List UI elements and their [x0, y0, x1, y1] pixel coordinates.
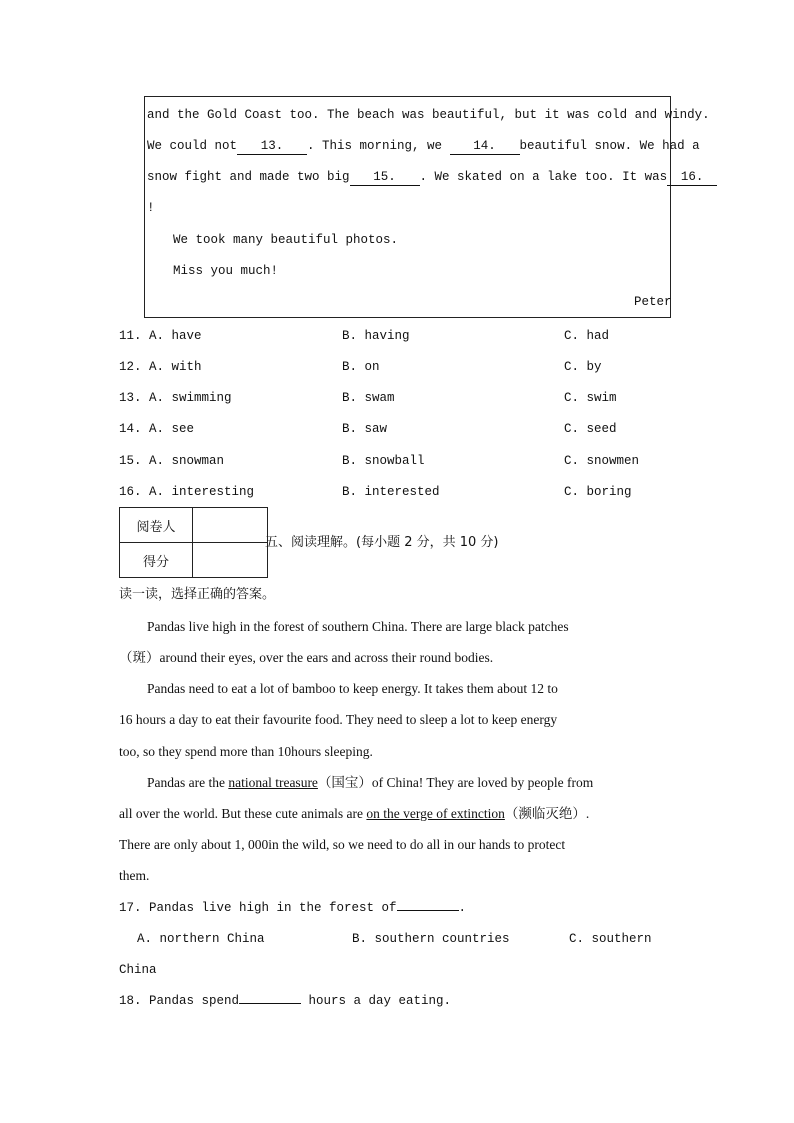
- passage-p2-line1: Pandas need to eat a lot of bamboo to keep energy. It takes them about 12 to: [147, 681, 558, 696]
- letter-line-3: [147, 168, 717, 186]
- letter-box: [144, 96, 671, 318]
- letter-text: snow fight and made two big: [147, 170, 350, 184]
- passage-p3-line3: There are only about 1, 000in the wild, so we need to do all in our hands to protect: [119, 837, 566, 852]
- letter-line-2: [147, 137, 700, 155]
- underlined-term: on the verge of extinction: [366, 806, 505, 821]
- passage-p2-line3: too, so they spend more than 10hours sleeping.: [119, 744, 373, 759]
- option-17-c: C. southern: [569, 932, 652, 946]
- passage-p1-line1: Pandas live high in the forest of southern China. There are large black patches: [147, 619, 569, 634]
- answer-blank[interactable]: [397, 910, 459, 911]
- option-17-b: B. southern countries: [352, 932, 510, 946]
- grader-label: 阅卷人: [120, 508, 193, 543]
- passage-p3-line2: all over the world. But these cute animals are on the verge of extinction（濒临灭绝）.: [119, 806, 590, 821]
- underlined-term: national treasure: [228, 775, 318, 790]
- option-11-b: B. having: [342, 329, 410, 343]
- score-label: 得分: [120, 543, 193, 578]
- blank-16: 16.: [667, 170, 717, 186]
- option-14-c: C. seed: [564, 422, 617, 436]
- grader-cell: [193, 508, 268, 543]
- question-15: 15. A. snowman: [119, 454, 225, 468]
- option-14-b: B. saw: [342, 422, 388, 436]
- option-11-c: C. had: [564, 329, 610, 343]
- option-12-c: C. by: [564, 360, 602, 374]
- passage-p1-line2: （斑）around their eyes, over the ears and across their round bodies.: [119, 650, 494, 665]
- option-13-c: C. swim: [564, 391, 617, 405]
- letter-line-4: !: [147, 201, 155, 215]
- instruction: 读一读，选择正确的答案。: [119, 587, 276, 602]
- option-17-a: A. northern China: [137, 932, 265, 946]
- score-table: [119, 507, 268, 578]
- option-16-c: C. boring: [564, 485, 632, 499]
- question-16: 16. A. interesting: [119, 485, 255, 499]
- question-18: 18. Pandas spend hours a day eating.: [119, 994, 452, 1008]
- letter-text: We could not: [147, 139, 238, 153]
- letter-line-5: We took many beautiful photos.: [173, 233, 399, 247]
- score-cell: [193, 543, 268, 578]
- option-15-b: B. snowball: [342, 454, 425, 468]
- option-12-b: B. on: [342, 360, 380, 374]
- question-14: 14. A. see: [119, 422, 195, 436]
- blank-13: 13.: [237, 139, 307, 155]
- letter-signature: Peter: [634, 295, 672, 309]
- question-13: 13. A. swimming: [119, 391, 232, 405]
- letter-text: beautiful snow. We had a: [519, 139, 700, 153]
- question-12: 12. A. with: [119, 360, 202, 374]
- letter-line-1: and the Gold Coast too. The beach was beautiful, but it was cold and windy.: [147, 108, 710, 122]
- passage-p3-line4: them.: [119, 868, 150, 883]
- passage-p3-line1: Pandas are the national treasure（国宝）of China! They are loved by people from: [147, 775, 594, 790]
- question-11: 11. A. have: [119, 329, 202, 343]
- letter-text: . This morning, we: [307, 139, 450, 153]
- blank-15: 15.: [350, 170, 420, 186]
- section-title: 五、阅读理解。(每小题 2 分，共 10 分): [265, 535, 499, 550]
- letter-text: . We skated on a lake too. It was: [419, 170, 668, 184]
- answer-blank[interactable]: [239, 1003, 301, 1004]
- option-17-c-wrap: China: [119, 963, 157, 977]
- option-16-b: B. interested: [342, 485, 440, 499]
- question-17: 17. Pandas live high in the forest of .: [119, 901, 467, 915]
- blank-14: 14.: [450, 139, 520, 155]
- passage-p2-line2: 16 hours a day to eat their favourite food. They need to sleep a lot to keep energy: [119, 712, 558, 727]
- letter-line-6: Miss you much!: [173, 264, 279, 278]
- option-13-b: B. swam: [342, 391, 395, 405]
- option-15-c: C. snowmen: [564, 454, 640, 468]
